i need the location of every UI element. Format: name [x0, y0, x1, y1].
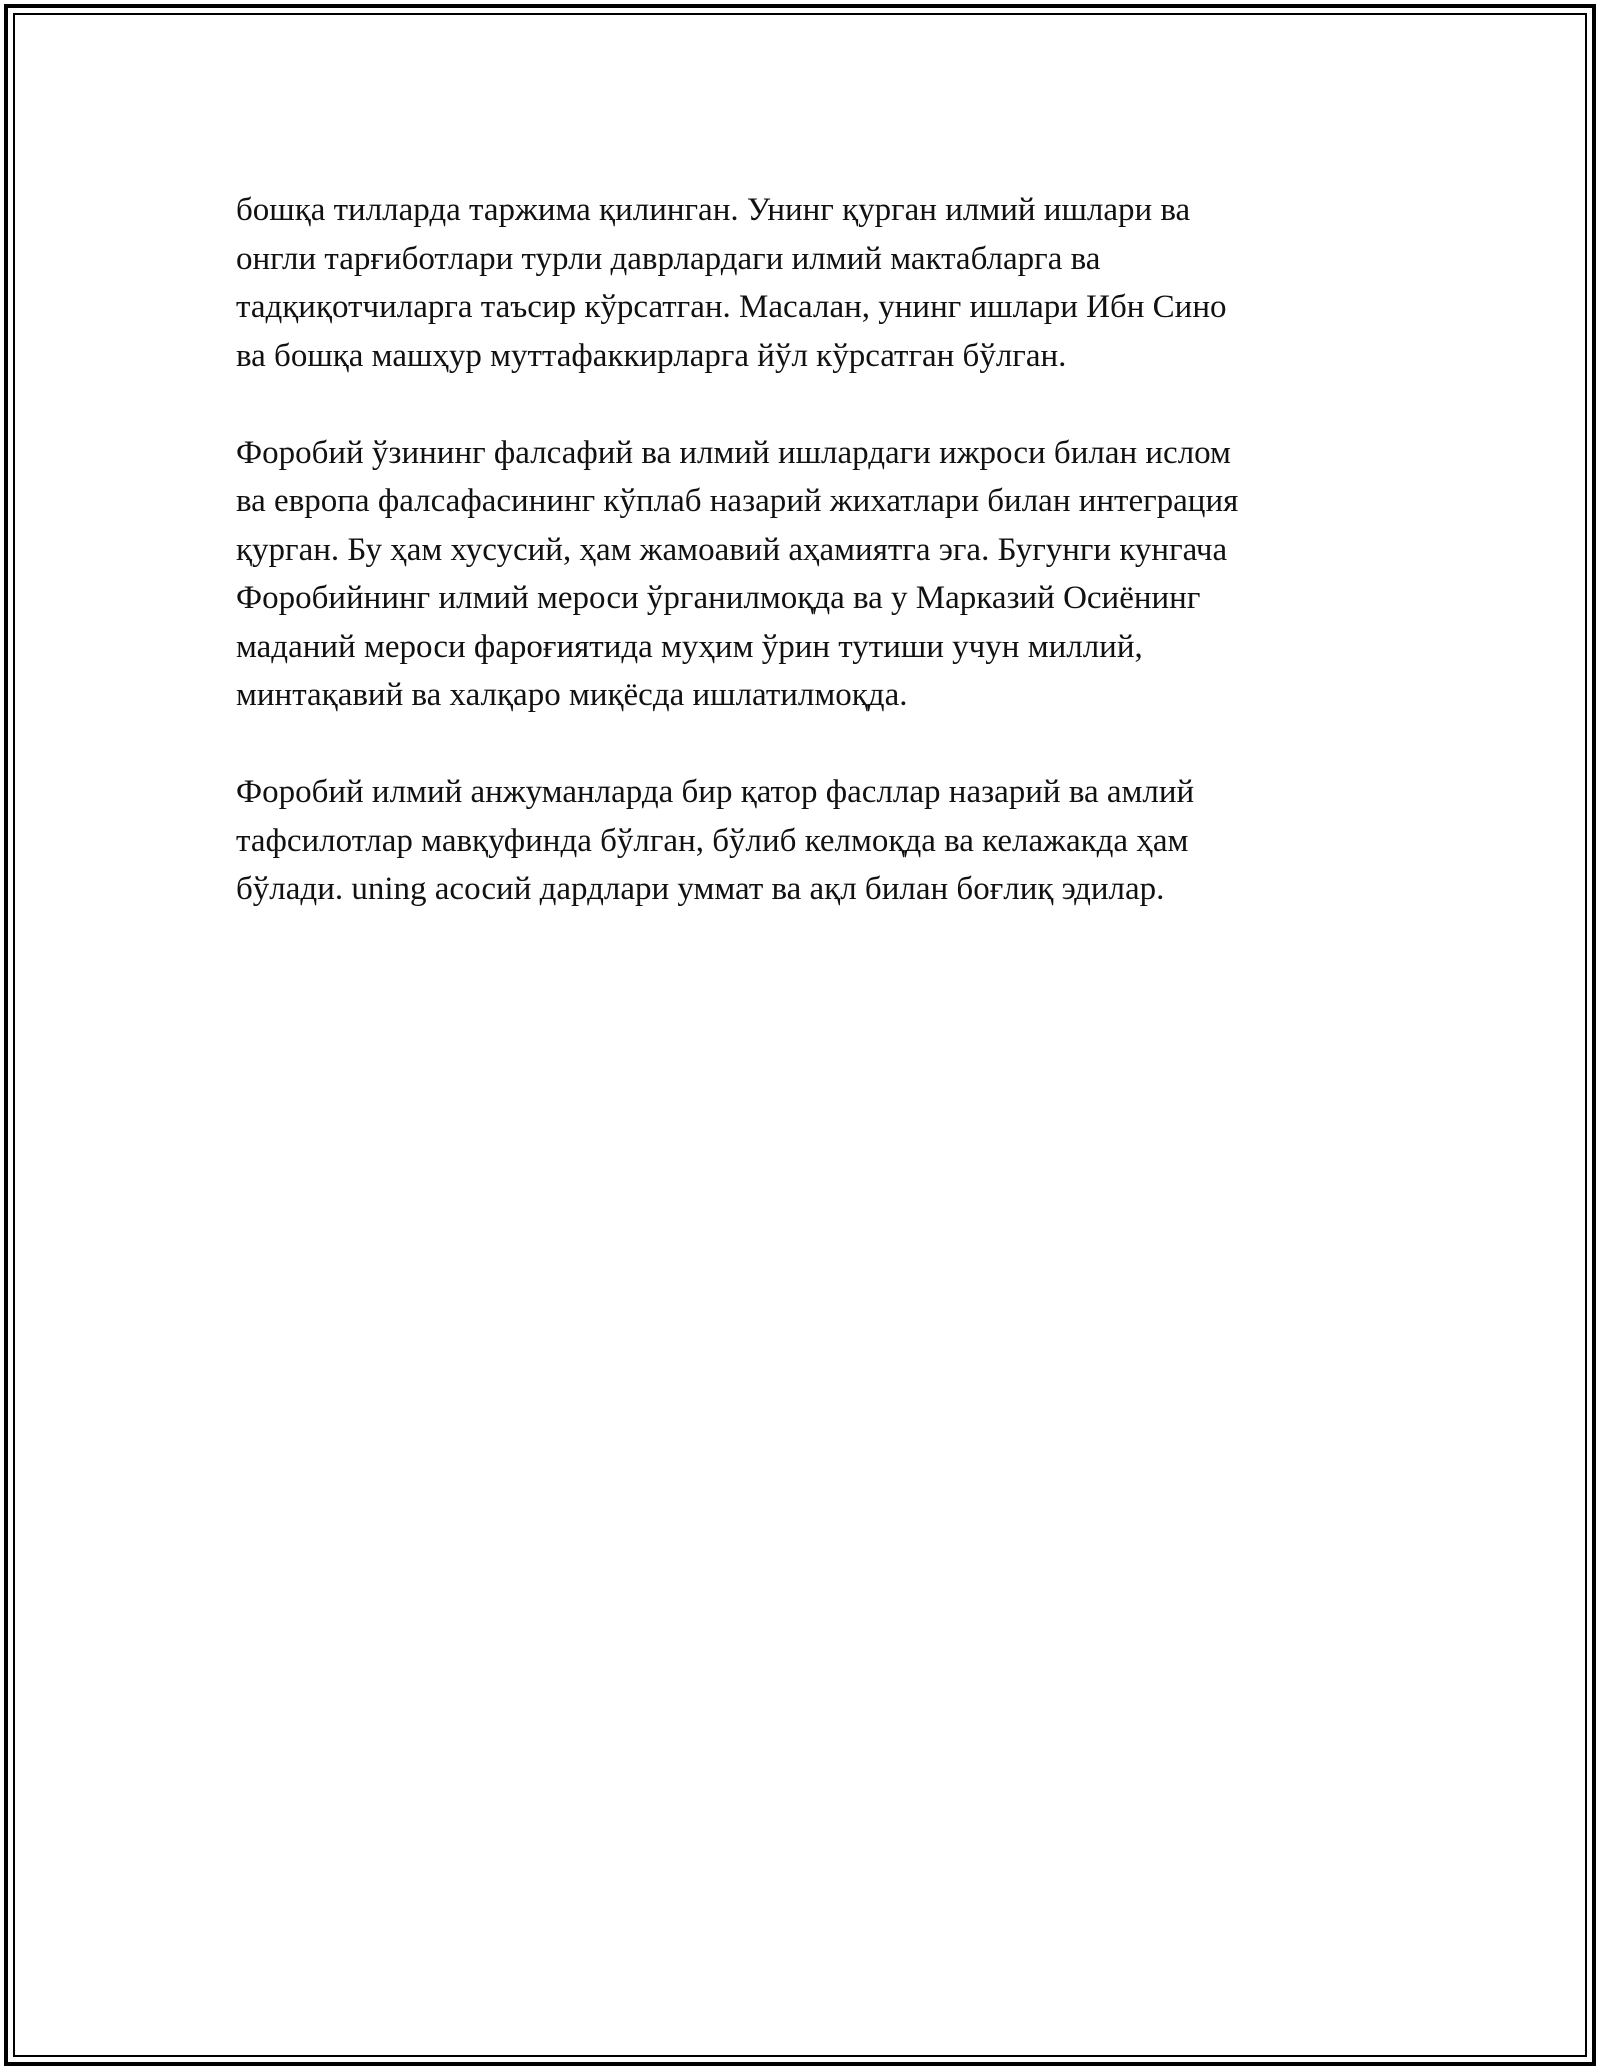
paragraph-1: бошқа тилларда таржима қилинган. Унинг қурган илмий ишлари ва онгли тарғиботлари турли даврлардаги илмий мактабларга ва тадқиқотчиларга таъсир кўрсатган. Масалан, унинг ишлари Ибн Сино ва бошқа машҳур муттафаккирларга йўл кўрсатган бўлган. — [236, 192, 1227, 374]
paragraph-2: Форобий ўзининг фалсафий ва илмий ишлардаги ижроси билан ислом ва европа фалсафасининг кўплаб назарий жихатлари билан интеграция қурган. Бу ҳам хусусий, ҳам жамоавий аҳамиятга эга. Бугунги кунгача Форобийнинг илмий мероси ўрганилмоқда ва у Марказий Осиёнинг маданий мероси фароғиятида муҳим ўрин тутиши учун миллий, минтақавий ва халқаро миқёсда ишлатилмоқда. — [236, 434, 1239, 713]
document-body — [236, 186, 1376, 962]
paragraph-3: Форобий илмий анжуманларда бир қатор фасллар назарий ва амлий тафсилотлар мавқуфинда бўлган, бўлиб келмоқда ва келажакда ҳам бўлади. uning асосий дардлари уммат ва ақл билан боғлиқ эдилар. — [236, 774, 1195, 907]
